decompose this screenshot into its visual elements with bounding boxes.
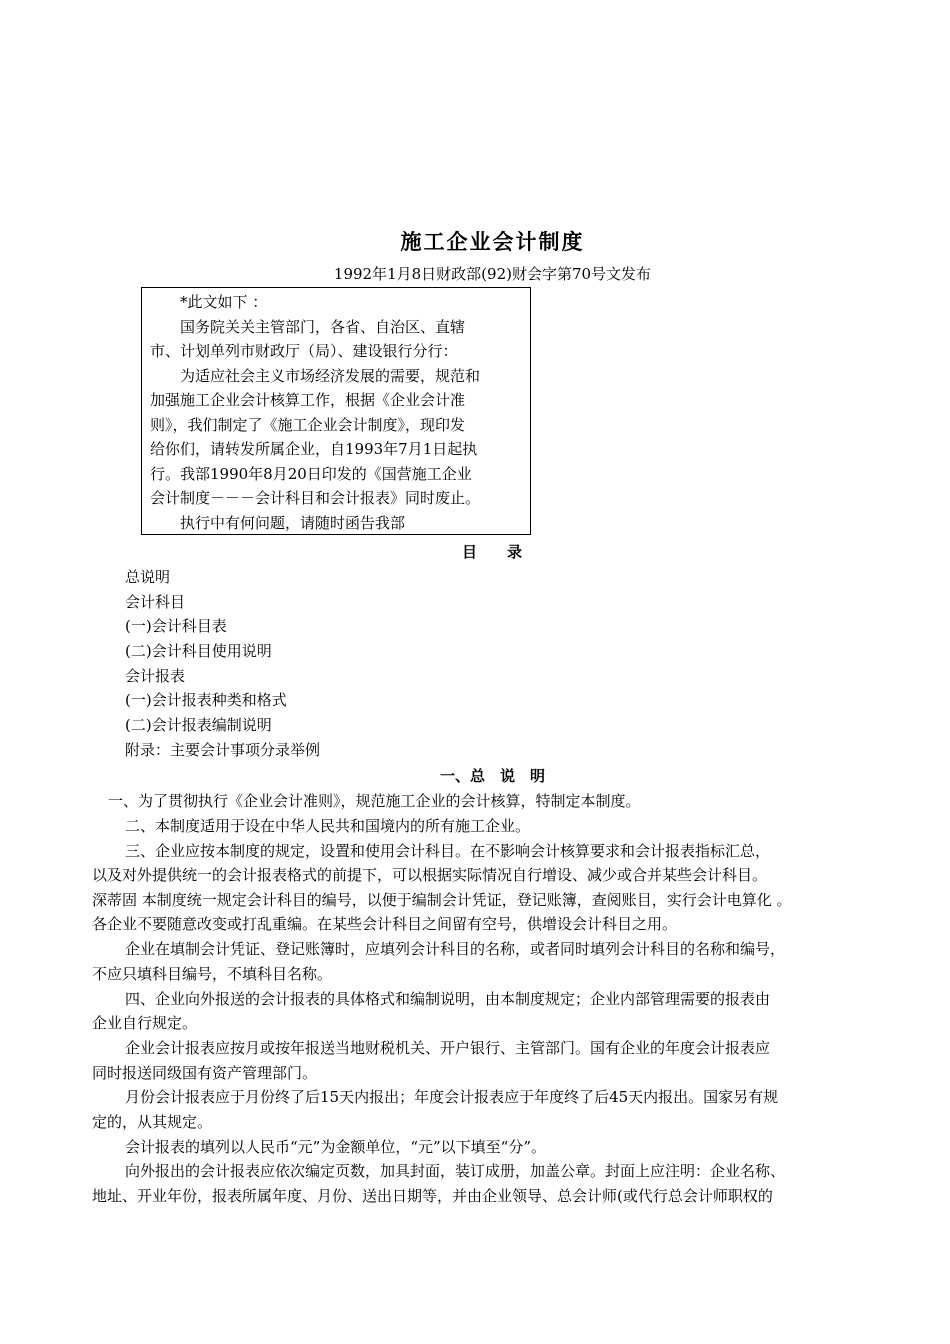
notice-box bbox=[141, 287, 531, 535]
notice-line: 行。我部1990年8月20日印发的《国营施工企业 bbox=[150, 465, 472, 483]
toc-item: 会计科目 bbox=[125, 593, 186, 611]
notice-line: 执行中有何问题，请随时函告我部 bbox=[150, 514, 406, 532]
body-line: 同时报送同级国有资产管理部门。 bbox=[92, 1064, 318, 1082]
toc-heading: 目 录 bbox=[462, 543, 523, 561]
section-heading: 一、总 说 明 bbox=[439, 767, 545, 785]
toc-item: 会计报表 bbox=[125, 667, 186, 685]
notice-line: *此文如下 ： bbox=[150, 293, 268, 311]
toc-item: (二)会计报表编制说明 bbox=[125, 716, 272, 734]
notice-line: 加强施工企业会计核算工作，根据《企业会计准 bbox=[150, 391, 466, 409]
body-line: 一、为了贯彻执行《企业会计准则》，规范施工企业的会计核算，特制定本制度。 bbox=[108, 792, 641, 810]
body-line: 企业在填制会计凭证、登记账簿时，应填列会计科目的名称，或者同时填列会计科目的名称和编号， bbox=[125, 940, 786, 958]
notice-line: 为适应社会主义市场经济发展的需要，规范和 bbox=[150, 367, 481, 385]
toc-item: 总说明 bbox=[125, 568, 171, 586]
body-line: 各企业不要随意改变或打乱重编。在某些会计科目之间留有空号，供增设会计科目之用。 bbox=[92, 915, 678, 933]
body-line: 会计报表的填列以人民币“元”为金额单位，“元”以下填至“分”。 bbox=[125, 1138, 547, 1156]
body-line: 企业自行规定。 bbox=[92, 1014, 198, 1032]
body-line: 定的，从其规定。 bbox=[92, 1113, 213, 1131]
body-line: 以及对外提供统一的会计报表格式的前提下，可以根据实际情况自行增设、减少或合并某些会计科目。 bbox=[92, 866, 768, 884]
body-line: 不应只填科目编号，不填科目名称。 bbox=[92, 965, 333, 983]
document-subtitle: 1992年1月8日财政部(92)财会字第70号文发布 bbox=[333, 265, 652, 283]
notice-line: 给你们，请转发所属企业，自1993年7月1日起执 bbox=[150, 440, 478, 458]
body-line: 深蒂固 本制度统一规定会计科目的编号，以便于编制会计凭证，登记账簿，查阅账目，实行会计电算化 。 bbox=[92, 891, 792, 909]
notice-line: 国务院关关主管部门，各省、自治区、直辖 bbox=[150, 318, 466, 336]
toc-item: (一)会计科目表 bbox=[125, 617, 227, 635]
body-line: 四、企业向外报送的会计报表的具体格式和编制说明，由本制度规定；企业内部管理需要的报表由 bbox=[125, 990, 771, 1008]
body-line: 月份会计报表应于月份终了后15天内报出；年度会计报表应于年度终了后45天内报出。国家另有规 bbox=[125, 1088, 779, 1106]
notice-line: 会计制度－－－会计科目和会计报表》同时废止。 bbox=[150, 489, 481, 507]
body-line: 二、本制度适用于设在中华人民共和国境内的所有施工企业。 bbox=[125, 817, 531, 835]
body-line: 向外报出的会计报表应依次编定页数，加具封面，装订成册，加盖公章。封面上应注明：企业名称、 bbox=[125, 1162, 786, 1180]
body-line: 地址、开业年份，报表所属年度、月份、送出日期等，并由企业领导、总会计师(或代行总会计师职权的 bbox=[92, 1187, 773, 1205]
document-title: 施工企业会计制度 bbox=[400, 229, 585, 254]
notice-line: 市、计划单列市财政厅（局）、建设银行分行： bbox=[150, 342, 458, 360]
toc-item: (二)会计科目使用说明 bbox=[125, 642, 272, 660]
notice-line: 则》，我们制定了《施工企业会计制度》，现印发 bbox=[150, 416, 466, 434]
toc-item: (一)会计报表种类和格式 bbox=[125, 691, 287, 709]
body-line: 三、企业应按本制度的规定，设置和使用会计科目。在不影响会计核算要求和会计报表指标汇总， bbox=[125, 842, 771, 860]
body-line: 企业会计报表应按月或按年报送当地财税机关、开户银行、主管部门。国有企业的年度会计报表应 bbox=[125, 1039, 771, 1057]
toc-item: 附录：主要会计事项分录举例 bbox=[125, 741, 321, 759]
